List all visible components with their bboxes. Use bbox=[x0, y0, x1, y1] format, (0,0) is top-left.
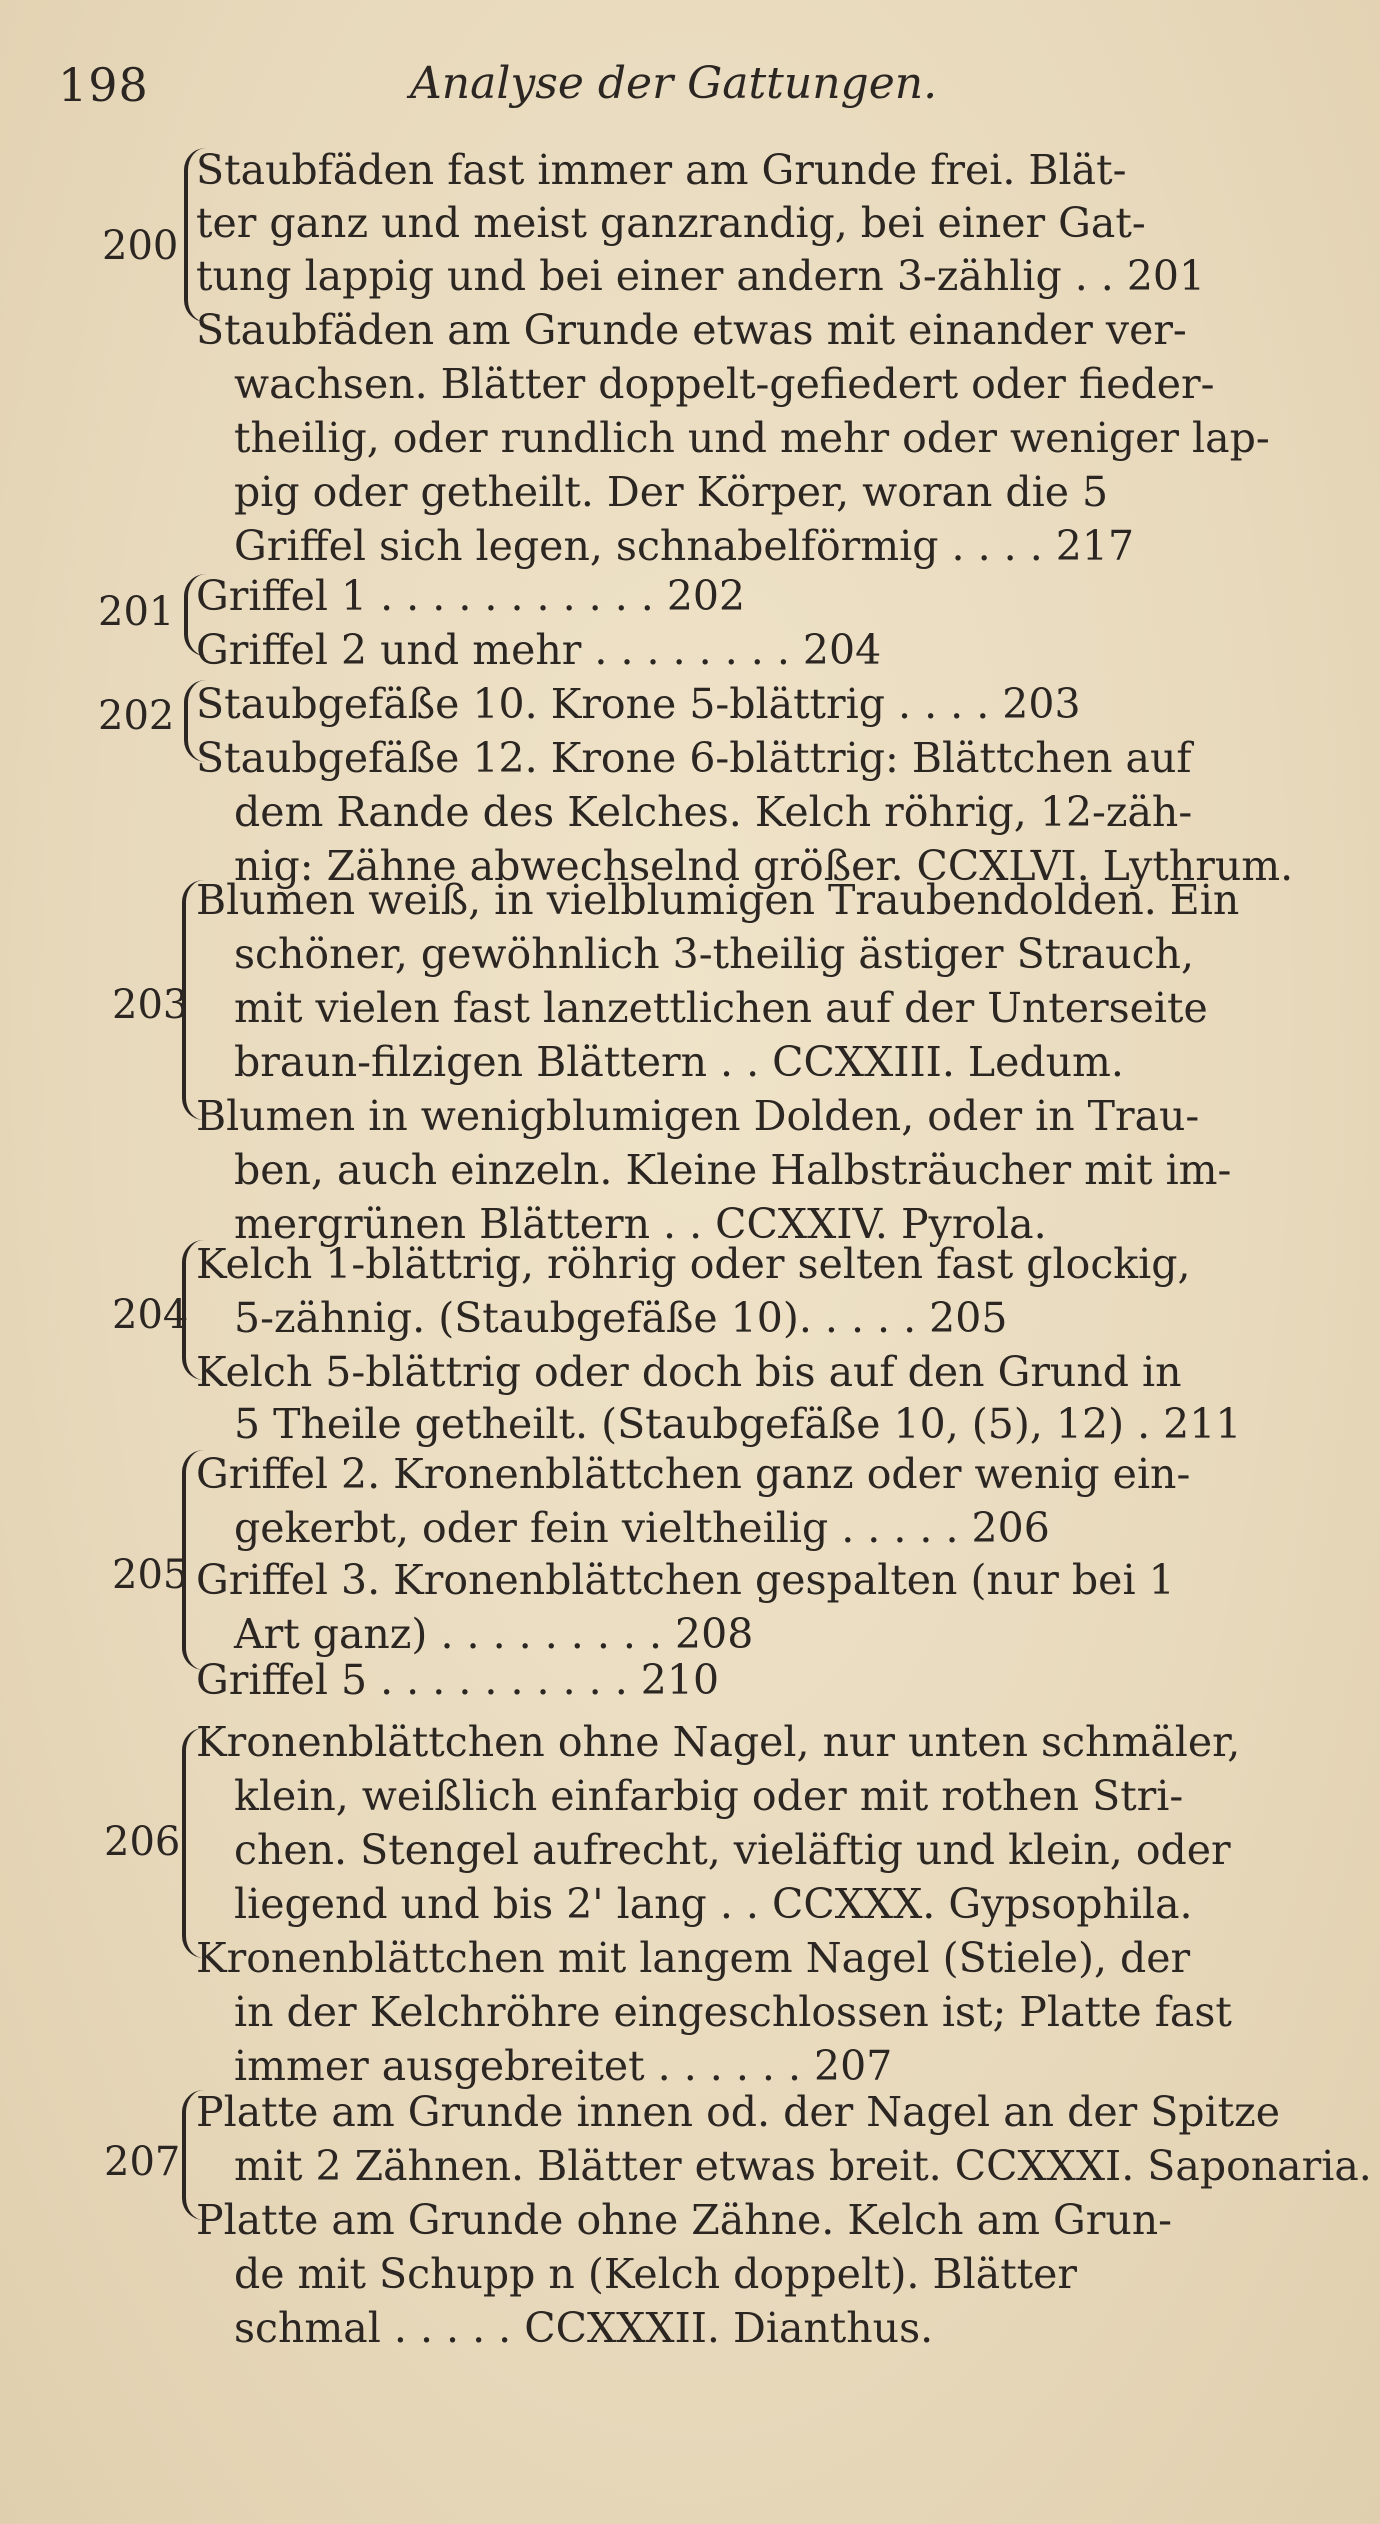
page-header bbox=[0, 58, 1380, 118]
entry-number-200: 200 bbox=[102, 223, 179, 269]
text-line: ben, auch einzeln. Kleine Halbsträucher mit im- bbox=[234, 1146, 1232, 1194]
text-line: Griffel 2. Kronenblättchen ganz oder wenig ein- bbox=[196, 1450, 1191, 1498]
entry-number-204: 204 bbox=[112, 1292, 189, 1338]
text-line: Kelch 1-blättrig, röhrig oder selten fast glockig, bbox=[196, 1240, 1191, 1288]
text-line: Griffel 3. Kronenblättchen gespalten (nur bei 1 bbox=[196, 1556, 1175, 1604]
text-line: Platte am Grunde innen od. der Nagel an der Spitze bbox=[196, 2088, 1280, 2136]
text-line: Art ganz) . . . . . . . . . 208 bbox=[234, 1610, 754, 1658]
entry-number-201: 201 bbox=[98, 589, 175, 635]
text-line: liegend und bis 2' lang . . CCXXX. Gypsophila. bbox=[234, 1880, 1193, 1928]
text-line: dem Rande des Kelches. Kelch röhrig, 12-zäh- bbox=[234, 788, 1193, 836]
text-line: ter ganz und meist ganzrandig, bei einer Gat- bbox=[196, 199, 1146, 247]
text-line: Staubfäden fast immer am Grunde frei. Blät- bbox=[196, 146, 1127, 194]
text-line: Griffel sich legen, schnabelförmig . . . . 217 bbox=[234, 522, 1135, 570]
text-line: Kelch 5-blättrig oder doch bis auf den Grund in bbox=[196, 1348, 1182, 1396]
text-line: schmal . . . . . CCXXXII. Dianthus. bbox=[234, 2304, 934, 2352]
text-line: gekerbt, oder fein vieltheilig . . . . . 206 bbox=[234, 1504, 1050, 1552]
entry-number-207: 207 bbox=[104, 2139, 181, 2185]
entry-number-202: 202 bbox=[98, 693, 175, 739]
text-line: Kronenblättchen ohne Nagel, nur unten schmäler, bbox=[196, 1718, 1241, 1766]
text-line: Staubfäden am Grunde etwas mit einander ver- bbox=[196, 306, 1187, 354]
text-line: Blumen weiß, in vielblumigen Traubendolden. Ein bbox=[196, 876, 1240, 924]
text-line: de mit Schupp n (Kelch doppelt). Blätter bbox=[234, 2250, 1078, 2298]
text-line: 5 Theile getheilt. (Staubgefäße 10, (5), 12) . 211 bbox=[234, 1400, 1242, 1448]
entry-number-206: 206 bbox=[104, 1819, 181, 1865]
text-line: mit vielen fast lanzettlichen auf der Unterseite bbox=[234, 984, 1208, 1032]
text-line: mergrünen Blättern . . CCXXIV. Pyrola. bbox=[234, 1200, 1047, 1248]
text-line: mit 2 Zähnen. Blätter etwas breit. CCXXXI. Saponaria. bbox=[234, 2142, 1372, 2190]
text-line: chen. Stengel aufrecht, vieläftig und klein, oder bbox=[234, 1826, 1231, 1874]
text-line: Griffel 2 und mehr . . . . . . . . 204 bbox=[196, 626, 882, 674]
text-line: 5-zähnig. (Staubgefäße 10). . . . . 205 bbox=[234, 1294, 1008, 1342]
text-line: wachsen. Blätter doppelt-gefiedert oder fieder- bbox=[234, 360, 1215, 408]
running-title: Analyse der Gattungen. bbox=[410, 58, 938, 109]
text-line: nig: Zähne abwechselnd größer. CCXLVI. Lythrum. bbox=[234, 842, 1294, 890]
text-line: Griffel 5 . . . . . . . . . . 210 bbox=[196, 1656, 720, 1704]
text-line: theilig, oder rundlich und mehr oder weniger lap- bbox=[234, 414, 1270, 462]
entry-number-205: 205 bbox=[112, 1552, 189, 1598]
text-line: Blumen in wenigblumigen Dolden, oder in Trau- bbox=[196, 1092, 1200, 1140]
text-line: Kronenblättchen mit langem Nagel (Stiele), der bbox=[196, 1934, 1191, 1982]
text-line: tung lappig und bei einer andern 3-zählig . . 201 bbox=[196, 252, 1206, 300]
page-number: 198 bbox=[58, 58, 149, 112]
text-line: Staubgefäße 12. Krone 6-blättrig: Blättchen auf bbox=[196, 734, 1192, 782]
text-line: immer ausgebreitet . . . . . . 207 bbox=[234, 2042, 893, 2090]
entry-number-203: 203 bbox=[112, 982, 189, 1028]
text-line: Staubgefäße 10. Krone 5-blättrig . . . . 203 bbox=[196, 680, 1081, 728]
text-line: pig oder getheilt. Der Körper, woran die 5 bbox=[234, 468, 1109, 516]
text-line: in der Kelchröhre eingeschlossen ist; Platte fast bbox=[234, 1988, 1232, 2036]
text-line: braun-filzigen Blättern . . CCXXIII. Ledum. bbox=[234, 1038, 1124, 1086]
text-line: Griffel 1 . . . . . . . . . . . 202 bbox=[196, 572, 746, 620]
text-line: Platte am Grunde ohne Zähne. Kelch am Grun- bbox=[196, 2196, 1172, 2244]
text-line: schöner, gewöhnlich 3-theilig ästiger Strauch, bbox=[234, 930, 1194, 978]
text-line: klein, weißlich einfarbig oder mit rothen Stri- bbox=[234, 1772, 1184, 1820]
